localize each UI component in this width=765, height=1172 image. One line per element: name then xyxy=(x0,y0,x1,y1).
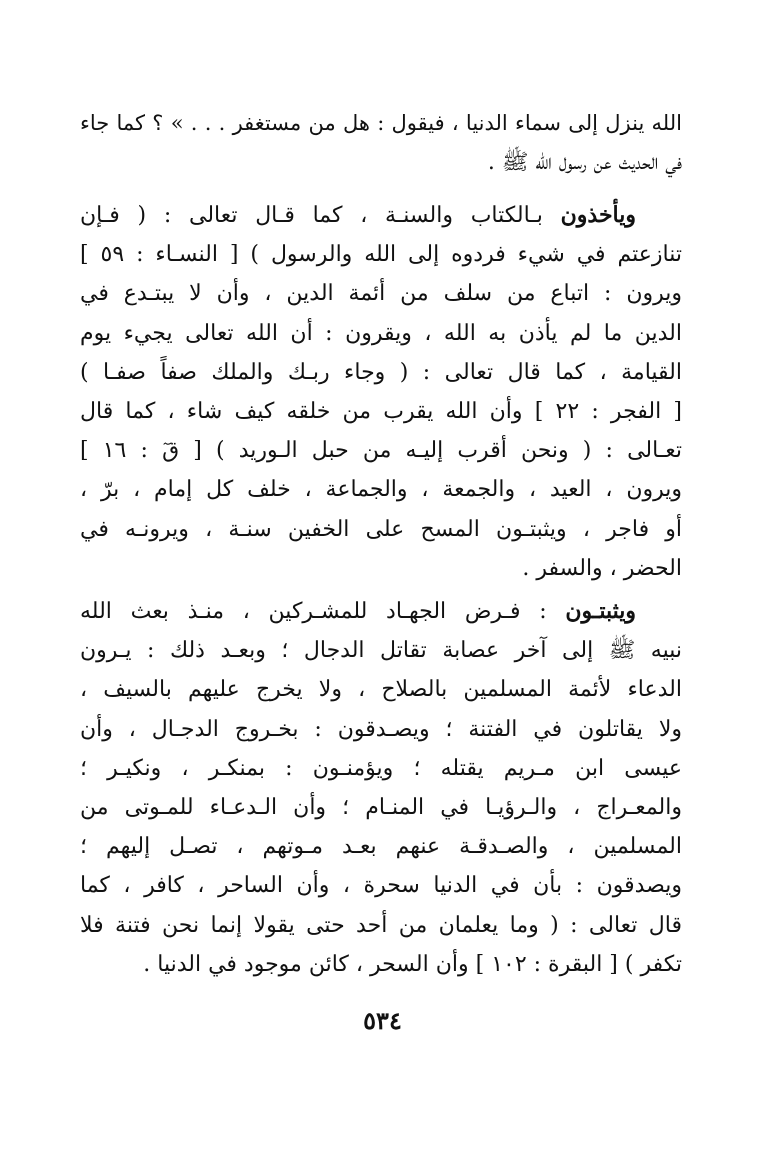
text-line: في الحديث عن رسول الله ﷺ . xyxy=(487,150,682,176)
text-line: ولا يقاتلون في الفتنة ؛ ويصـدقون : بخـروج الدجـال ، وأن xyxy=(80,716,682,742)
text-line: عيسى ابن مـريم يقتله ؛ ويؤمنـون : بمنكـر ، ونكيـر ؛ xyxy=(80,755,682,781)
paragraph-lead-word: ويثبتـون xyxy=(565,598,636,624)
text-line: نبيه ﷺ إلى آخر عصابة تقاتل الدجال ؛ وبعـد ذلك : يـرون xyxy=(80,638,682,664)
text-line: ويصدقون : بأن في الدنيا سحرة ، وأن الساحر ، كافر ، كما xyxy=(80,873,682,899)
text-line: تنازعتم في شيء فردوه إلى الله والرسول ) [ النسـاء : ٥٩ ] xyxy=(80,242,682,268)
text-line: الحضر ، والسفر . xyxy=(522,555,682,581)
text-line: قال تعالى : ( وما يعلمان من أحد حتى يقولا إنما نحن فتنة فلا xyxy=(80,912,682,938)
paragraph-1 xyxy=(80,104,682,182)
paragraph-3 xyxy=(80,592,682,984)
text-line: [ الفجر : ٢٢ ] وأن الله يقرب من خلقه كيف شاء ، كما قال xyxy=(80,398,682,424)
paragraph-2 xyxy=(80,196,682,588)
paragraph-lead-word: ويأخذون xyxy=(560,202,636,228)
text-line: ويرون : اتباع من سلف من أئمة الدين ، وأن لا يبتـدع في xyxy=(80,281,682,307)
text-line: تكفر ) [ البقرة : ١٠٢ ] وأن السحر ، كائن موجود في الدنيا . xyxy=(143,951,682,977)
text-line: أو فاجر ، ويثبتـون المسح على الخفين سنـة ، ويرونـه في xyxy=(80,516,682,542)
text-line: ويرون ، العيد ، والجمعة ، والجماعة ، خلف كل إمام ، برّ ، xyxy=(80,477,682,503)
text-line xyxy=(80,196,682,235)
text-line-rest: بـالكتاب والسنـة ، كما قـال تعالى : ( فـإن xyxy=(80,203,561,228)
text-line: الله ينزل إلى سماء الدنيا ، فيقول : هل من مستغفر . . . » ؟ كما جاء xyxy=(80,111,682,135)
page-number: ٥٣٤ xyxy=(363,1006,402,1035)
text-line: والمعـراج ، والـرؤيـا في المنـام ؛ وأن الـدعـاء للمـوتى من xyxy=(80,794,682,820)
text-line: الدعاء لأئمة المسلمين بالصلاح ، ولا يخرج عليهم بالسيف ، xyxy=(80,677,682,703)
text-line: الدين ما لم يأذن به الله ، ويقرون : أن الله تعالى يجيء يوم xyxy=(80,320,682,346)
text-line: تعـالى : ( ونحن أقرب إليـه من حبل الـوريد ) [ قٓ : ١٦ ] xyxy=(80,438,682,464)
text-line xyxy=(80,592,682,631)
text-line: المسلمين ، والصـدقـة عنهم بعـد مـوتهم ، تصـل إليهم ؛ xyxy=(80,834,682,860)
text-line-rest: : فـرض الجهـاد للمشـركين ، منـذ بعث الله xyxy=(80,599,566,624)
text-line: القيامة ، كما قال تعالى : ( وجاء ربـك والملك صفاً صفـا ) xyxy=(80,359,682,385)
